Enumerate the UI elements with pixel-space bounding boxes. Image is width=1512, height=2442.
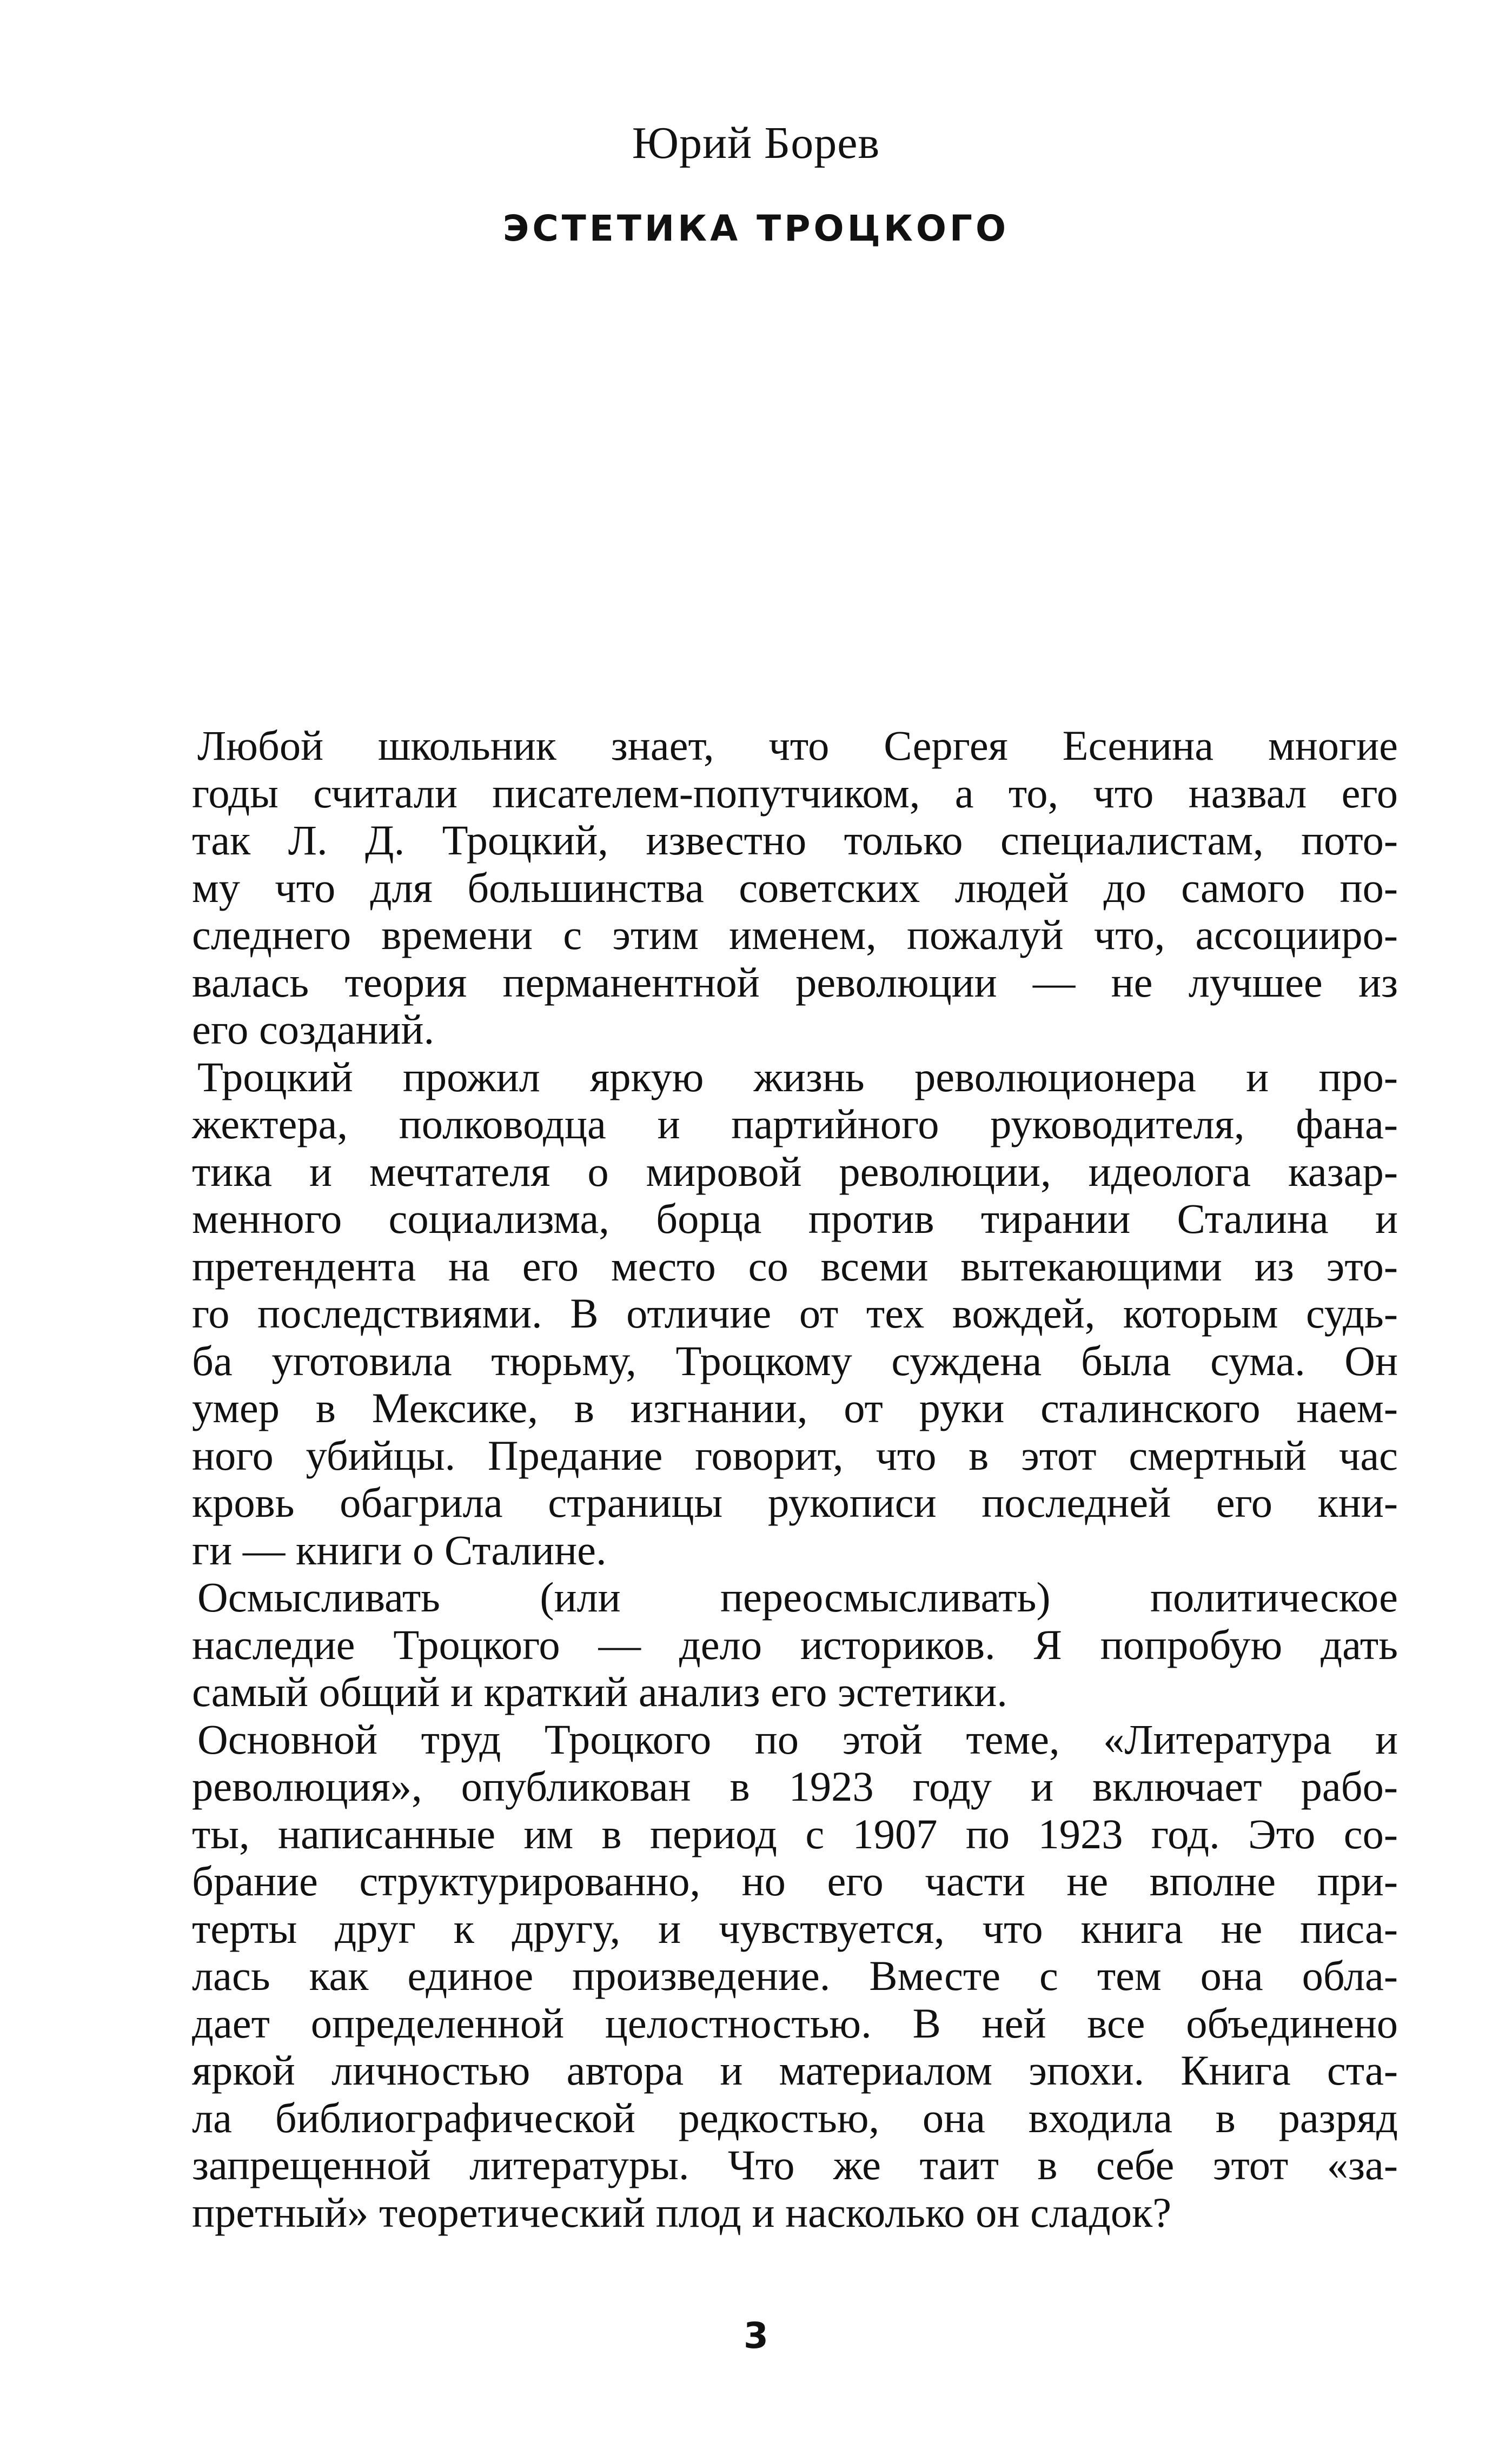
text-line: яркой личностью автора и материалом эпохи. Книга ста- bbox=[192, 2047, 1398, 2094]
text-line: брание структурированно, но его части не вполне при- bbox=[192, 1857, 1398, 1905]
text-line: ты, написанные им в период с 1907 по 1923 год. Это со- bbox=[192, 1810, 1398, 1857]
text-line: Любой школьник знает, что Сергея Есенина многие bbox=[197, 722, 1398, 769]
text-line: претный» теоретический плод и насколько он сладок? bbox=[192, 2188, 1172, 2236]
text-line: следнего времени с этим именем, пожалуй что, ассоцииро- bbox=[192, 911, 1398, 958]
paragraph-1 bbox=[192, 722, 1398, 1053]
text-line: кровь обагрила страницы рукописи последней его кни- bbox=[192, 1479, 1398, 1526]
text-line: Осмысливать (или переосмысливать) политическое bbox=[197, 1574, 1398, 1621]
paragraph-2 bbox=[192, 1053, 1398, 1574]
text-line: валась теория перманентной революции — не лучшее из bbox=[192, 958, 1398, 1006]
text-line: умер в Мексике, в изгнании, от руки сталинского наем- bbox=[192, 1384, 1398, 1431]
text-line: его созданий. bbox=[192, 1006, 435, 1053]
text-line: ги — книги о Сталине. bbox=[192, 1526, 607, 1574]
page-title: ЭСТЕТИКА ТРОЦКОГО bbox=[502, 208, 1010, 249]
text-line: менного социализма, борца против тирании Сталина и bbox=[192, 1195, 1398, 1242]
text-line: терты друг к другу, и чувствуется, что книга не писа- bbox=[192, 1905, 1398, 1952]
text-line: го последствиями. В отличие от тех вождей, которым судь- bbox=[192, 1290, 1398, 1337]
text-line: самый общий и краткий анализ его эстетики. bbox=[192, 1668, 1007, 1715]
text-line: дает определенной целостностью. В ней все объединено bbox=[192, 1999, 1398, 2047]
text-line: претендента на его место со всеми вытекающими из это- bbox=[192, 1242, 1398, 1290]
text-line: лась как единое произведение. Вместе с тем она обла- bbox=[192, 1952, 1398, 1999]
text-line: наследие Троцкого — дело историков. Я попробую дать bbox=[192, 1621, 1398, 1668]
text-line: Троцкий прожил яркую жизнь революционера и про- bbox=[197, 1053, 1398, 1100]
text-line: ба уготовила тюрьму, Троцкому суждена была сума. Он bbox=[192, 1337, 1398, 1384]
text-line: ла библиографической редкостью, она входила в разряд bbox=[192, 2094, 1398, 2141]
text-line: жектера, полководца и партийного руководителя, фана- bbox=[192, 1100, 1398, 1147]
body-text bbox=[192, 722, 1398, 2236]
text-line: Основной труд Троцкого по этой теме, «Литература и bbox=[197, 1715, 1398, 1763]
author-name: Юрий Борев bbox=[632, 118, 880, 168]
paragraph-3 bbox=[192, 1574, 1398, 1716]
paragraph-4 bbox=[192, 1716, 1398, 2237]
page-number: 3 bbox=[744, 2315, 768, 2357]
text-line: так Л. Д. Троцкий, известно только специалистам, пото- bbox=[192, 817, 1398, 864]
text-line: годы считали писателем-попутчиком, а то, что назвал его bbox=[192, 769, 1398, 817]
text-line: му что для большинства советских людей до самого по- bbox=[192, 864, 1398, 911]
text-line: ного убийцы. Предание говорит, что в этот смертный час bbox=[192, 1431, 1398, 1479]
text-line: революция», опубликован в 1923 году и включает рабо- bbox=[192, 1763, 1398, 1810]
text-line: запрещенной литературы. Что же таит в себе этот «за- bbox=[192, 2141, 1398, 2188]
text-line: тика и мечтателя о мировой революции, идеолога казар- bbox=[192, 1147, 1398, 1195]
